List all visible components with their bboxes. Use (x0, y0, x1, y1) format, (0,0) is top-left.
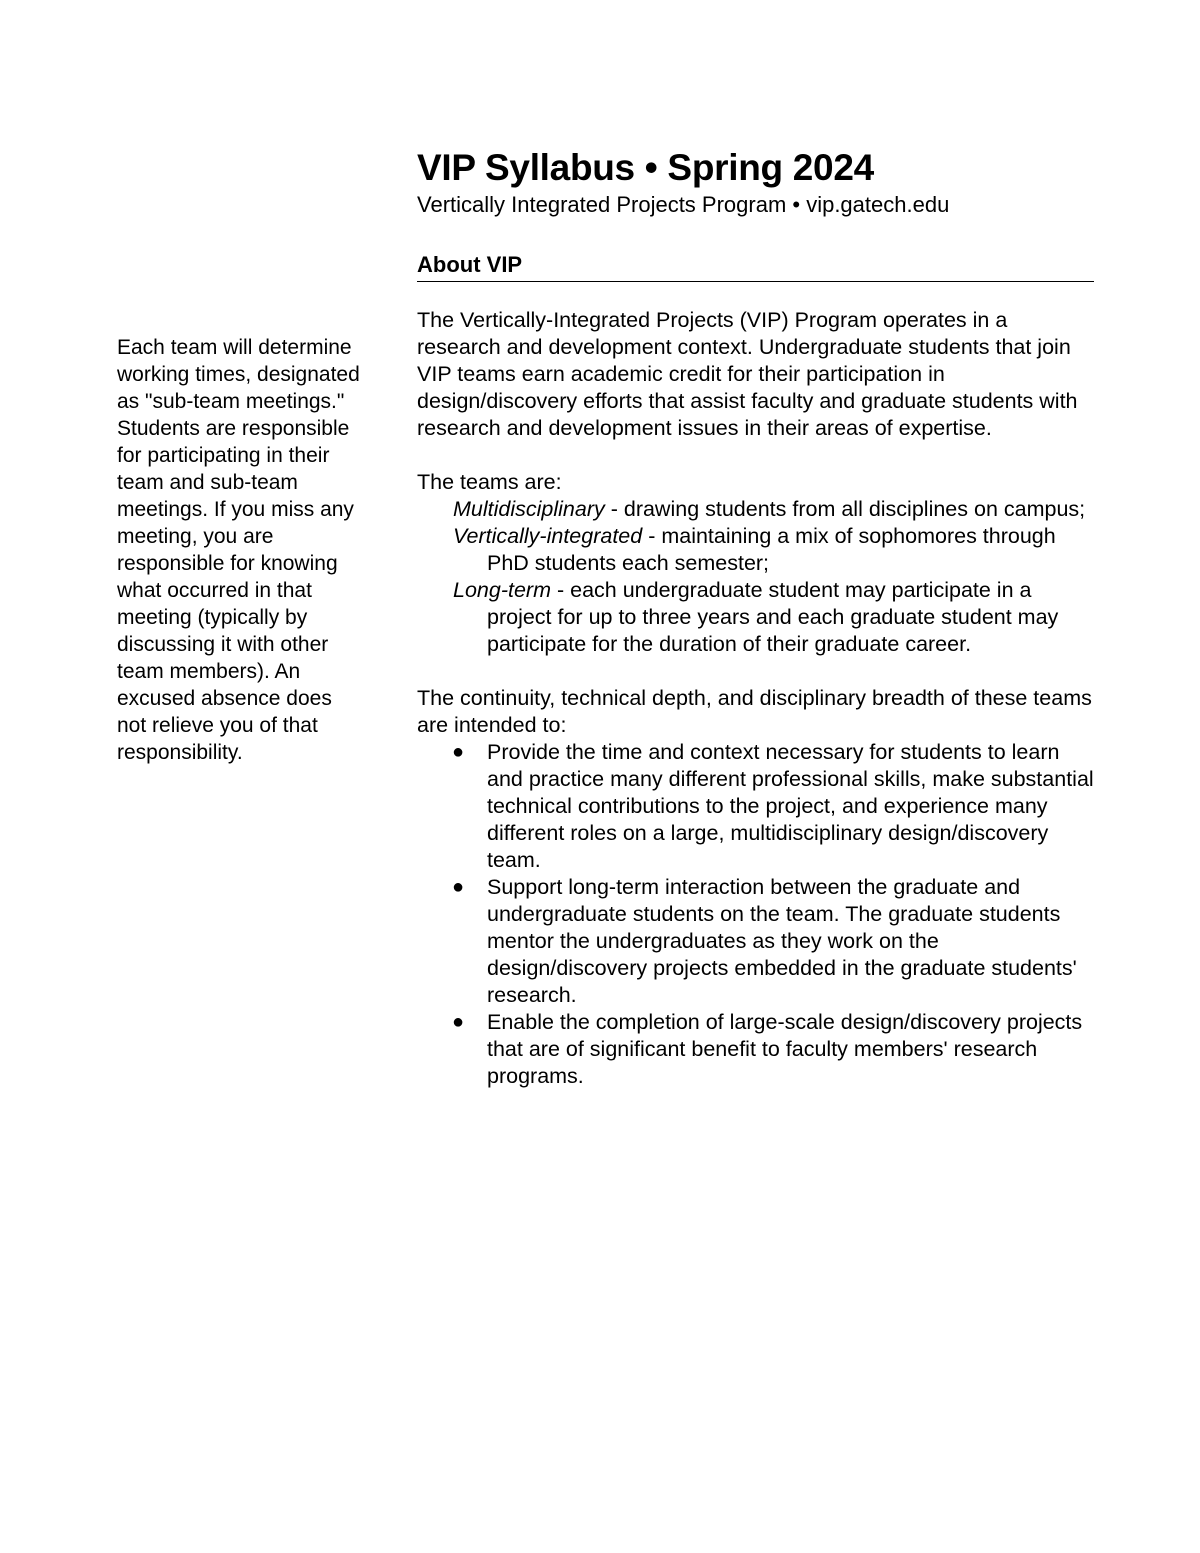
goals-intro: The continuity, technical depth, and disciplinary breadth of these teams are intended to: (417, 686, 1092, 737)
bullet-icon: ● (452, 876, 465, 898)
team-characteristic-description: - maintaining a mix of sophomores through PhD students each semester; (487, 524, 1056, 575)
goal-text: Support long-term interaction between the graduate and undergraduate students on the team. The graduate students mentor the undergraduates as they work on the design/discovery projects embedded in the graduate students' research. (487, 875, 1077, 1007)
goal-item (417, 874, 1094, 1009)
team-characteristic-item (417, 496, 1094, 523)
page-title: VIP Syllabus • Spring 2024 (417, 147, 874, 188)
intro-paragraph: The Vertically-Integrated Projects (VIP) Program operates in a research and development context. Undergraduate students that join VIP teams earn academic credit for their participation in design/discovery efforts that assist faculty and graduate students with research and development issues in their areas of expertise. (417, 308, 1078, 440)
goals-list (417, 739, 1094, 1090)
goal-text: Enable the completion of large-scale design/discovery projects that are of significant benefit to faculty members' research programs. (487, 1010, 1083, 1088)
section-heading-about-vip: About VIP (417, 251, 1094, 282)
team-characteristic-term: Multidisciplinary (453, 497, 605, 521)
bullet-icon: ● (452, 741, 465, 763)
main-content (417, 145, 1094, 1090)
team-characteristic-description: - each undergraduate student may participate in a project for up to three years and each graduate student may participate for the duration of their graduate career. (487, 578, 1059, 656)
team-characteristics-list (417, 496, 1094, 658)
goal-text: Provide the time and context necessary for students to learn and practice many different professional skills, make substantial technical contributions to the project, and experience many different roles on a large, multidisciplinary design/discovery team. (487, 740, 1094, 872)
team-characteristic-item (417, 577, 1094, 658)
bullet-icon: ● (452, 1011, 465, 1033)
teams-intro: The teams are: (417, 470, 562, 494)
team-characteristic-item (417, 523, 1094, 577)
team-characteristic-term: Vertically-integrated (453, 524, 643, 548)
goal-item (417, 739, 1094, 874)
goal-item (417, 1009, 1094, 1090)
team-characteristic-term: Long-term (453, 578, 551, 602)
sidebar-note: Each team will determine working times, designated as "sub-team meetings." Students are responsible for participating in their team and sub-team meetings. If you miss any meeting, you are responsible for knowing what occurred in that meeting (typically by discussing it with other team members). An excused absence does not relieve you of that responsibility. (117, 336, 360, 764)
page-subtitle: Vertically Integrated Projects Program • vip.gatech.edu (417, 192, 950, 217)
team-characteristic-description: - drawing students from all disciplines on campus; (604, 497, 1086, 521)
